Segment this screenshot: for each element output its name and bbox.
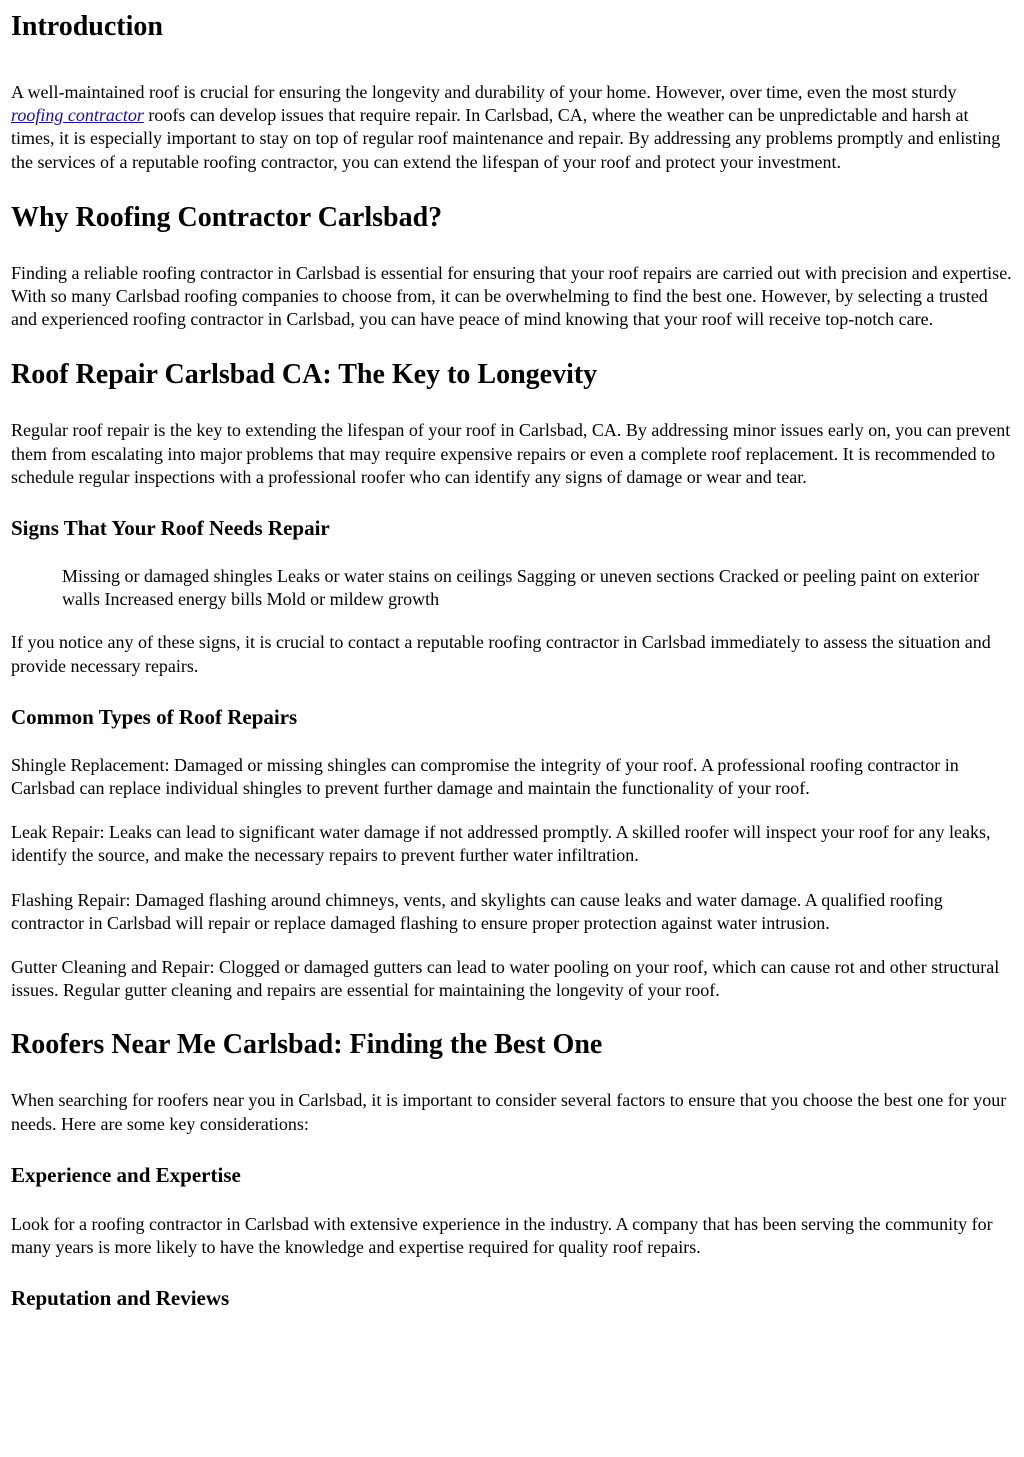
experience-heading: Experience and Expertise [11,1162,241,1187]
why-heading: Why Roofing Contractor Carlsbad? [11,201,443,233]
intro-text-before-link: A well-maintained roof is crucial for ensuring the longevity and durability of your home. However, over time, even the most sturdy [11,82,957,102]
article [0,11,1024,1311]
intro-heading: Introduction [11,11,163,42]
signs-heading: Signs That Your Roof Needs Repair [11,516,330,541]
why-paragraph: Finding a reliable roofing contractor in Carlsbad is essential for ensuring that your roof repairs are carried out with precision and expertise. With so many Carlsbad roofing companies to choose from, it can be overwhelming to find the best one. However, by selecting a trusted and experienced roofing contractor in Carlsbad, you can have peace of mind knowing that your roof will receive top-notch care. [11,262,1012,330]
repair-heading: Roof Repair Carlsbad CA: The Key to Longevity [11,359,598,391]
roofing-contractor-link[interactable]: roofing contractor [11,105,144,126]
shingle-replacement-paragraph: Shingle Replacement: Damaged or missing shingles can compromise the integrity of your roof. A professional roofing contractor in Carlsbad can replace individual shingles to prevent further damage and maintain the functionality of your roof. [11,754,959,799]
reputation-heading: Reputation and Reviews [11,1286,230,1311]
gutter-repair-paragraph: Gutter Cleaning and Repair: Clogged or damaged gutters can lead to water pooling on your roof, which can cause rot and other structural issues. Regular gutter cleaning and repairs are essential for maintaining the longevity of your roof. [11,957,1000,1001]
experience-paragraph: Look for a roofing contractor in Carlsbad with extensive experience in the industry. A company that has been serving the community for many years is more likely to have the knowledge and expertise required for quality roof repairs. [11,1213,993,1258]
leak-repair-paragraph: Leak Repair: Leaks can lead to significant water damage if not addressed promptly. A skilled roofer will inspect your roof for any leaks, identify the source, and make the necessary repairs to prevent further water infiltration. [11,822,991,866]
roofers-heading: Roofers Near Me Carlsbad: Finding the Best One [11,1029,603,1061]
intro-text-after-link: roofs can develop issues that require repair. In Carlsbad, CA, where the weather can be unpredictable and harsh at times, it is especially important to stay on top of regular roof maintenance and repair. By addressing any problems promptly and enlisting the services of a reputable roofing contractor, you can extend the lifespan of your roof and protect your investment. [11,105,1001,172]
signs-paragraph: If you notice any of these signs, it is crucial to contact a reputable roofing contractor in Carlsbad immediately to assess the situation and provide necessary repairs. [11,632,991,676]
intro-paragraph [11,81,1013,174]
flashing-repair-paragraph: Flashing Repair: Damaged flashing around chimneys, vents, and skylights can cause leaks and water damage. A qualified roofing contractor in Carlsbad will repair or replace damaged flashing to ensure proper protection against water intrusion. [11,889,943,933]
types-heading: Common Types of Roof Repairs [11,704,298,729]
repair-paragraph: Regular roof repair is the key to extending the lifespan of your roof in Carlsbad, CA. By addressing minor issues early on, you can prevent them from escalating into major problems that may require expensive repairs or even a complete roof replacement. It is recommended to schedule regular inspections with a professional roofer who can identify any signs of damage or wear and tear. [11,420,1011,487]
signs-list: Missing or damaged shingles Leaks or water stains on ceilings Sagging or uneven sections Cracked or peeling paint on exterior walls Increased energy bills Mold or mildew growth [62,566,980,610]
roofers-paragraph: When searching for roofers near you in Carlsbad, it is important to consider several factors to ensure that you choose the best one for your needs. Here are some key considerations: [11,1090,1007,1134]
